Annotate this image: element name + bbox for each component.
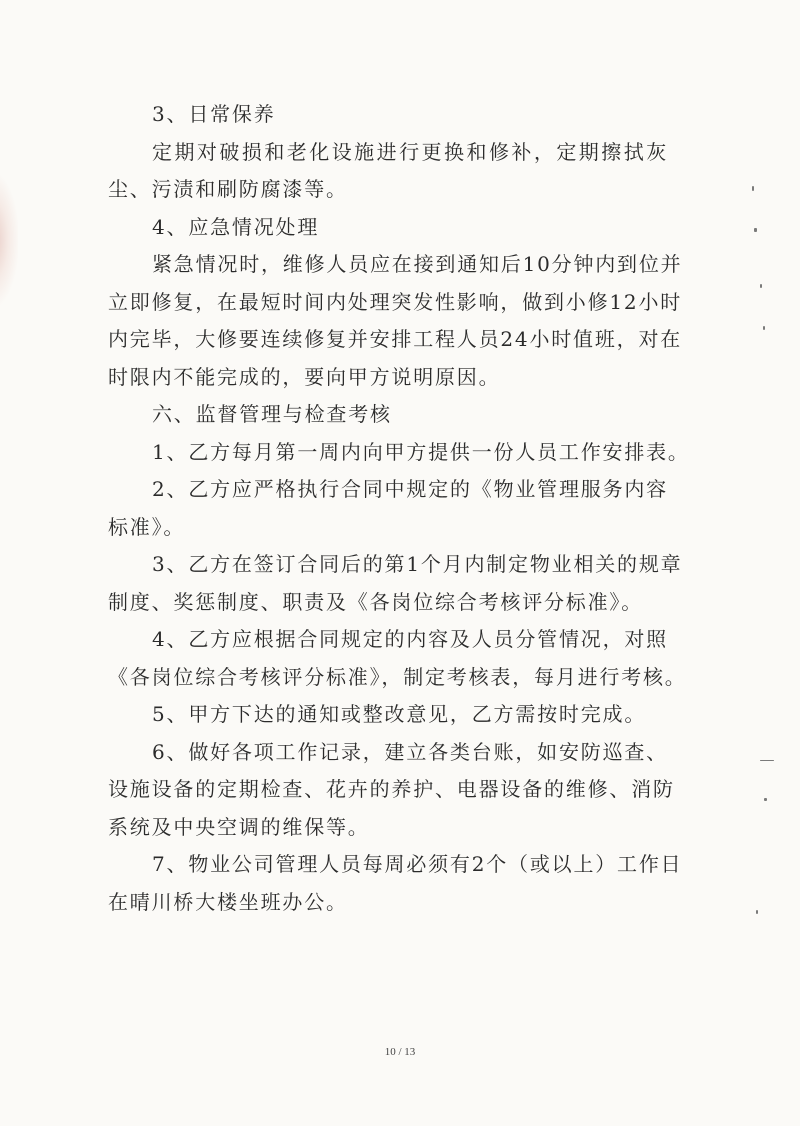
paragraph-item-1: 1、乙方每月第一周内向甲方提供一份人员工作安排表。 <box>152 439 690 464</box>
paragraph-item-4-line-2: 《各岗位综合考核评分标准》，制定考核表，每月进行考核。 <box>108 664 687 689</box>
document-body <box>108 96 690 921</box>
section-heading-supervision: 六、监督管理与检查考核 <box>152 402 392 426</box>
paragraph-item-2-line-1: 2、乙方应严格执行合同中规定的《物业管理服务内容 <box>152 477 668 501</box>
paragraph-emergency-line-1: 紧急情况时，维修人员应在接到通知后10分钟内到位并 <box>152 252 683 276</box>
paragraph-item-6-line-2: 设施设备的定期检查、花卉的养护、电器设备的维修、消防 <box>108 777 675 801</box>
heading-daily-maintenance: 3、日常保养 <box>152 102 276 126</box>
page-number: 10 / 13 <box>384 1046 416 1058</box>
heading-emergency-handling: 4、应急情况处理 <box>152 214 320 239</box>
paragraph-item-6-line-3: 系统及中央空调的维保等。 <box>108 814 370 839</box>
paragraph-item-6-line-1: 6、做好各项工作记录，建立各类台账，如安防巡查、 <box>152 739 668 764</box>
scan-mark <box>752 186 754 191</box>
scan-mark <box>756 910 758 914</box>
scan-mark <box>760 284 762 288</box>
scan-mark <box>763 326 765 330</box>
paragraph-item-5: 5、甲方下达的通知或整改意见，乙方需按时完成。 <box>152 702 647 726</box>
paragraph-daily-maintenance-line-1: 定期对破损和老化设施进行更换和修补，定期擦拭灰 <box>152 139 668 164</box>
paragraph-item-4-line-1: 4、乙方应根据合同规定的内容及人员分管情况，对照 <box>152 627 668 651</box>
paragraph-emergency-line-4: 时限内不能完成的，要向甲方说明原因。 <box>108 364 501 389</box>
scan-mark <box>760 760 774 761</box>
paragraph-emergency-line-2: 立即修复，在最短时间内处理突发性影响，做到小修12小时 <box>108 289 683 314</box>
paragraph-daily-maintenance-line-2: 尘、污渍和刷防腐漆等。 <box>108 177 348 201</box>
scan-mark <box>754 228 757 232</box>
paragraph-item-3-line-1: 3、乙方在签订合同后的第1个月内制定物业相关的规章 <box>152 552 683 576</box>
paragraph-item-7-line-2: 在晴川桥大楼坐班办公。 <box>108 889 348 914</box>
paragraph-item-7-line-1: 7、物业公司管理人员每周必须有2个（或以上）工作日 <box>152 852 683 876</box>
paragraph-emergency-line-3: 内完毕，大修要连续修复并安排工程人员24小时值班，对在 <box>108 327 683 351</box>
paragraph-item-3-line-2: 制度、奖惩制度、职责及《各岗位综合考核评分标准》。 <box>108 589 643 614</box>
scan-mark <box>764 798 767 801</box>
scan-stain <box>0 175 18 305</box>
paragraph-item-2-line-2: 标准》。 <box>108 514 186 539</box>
